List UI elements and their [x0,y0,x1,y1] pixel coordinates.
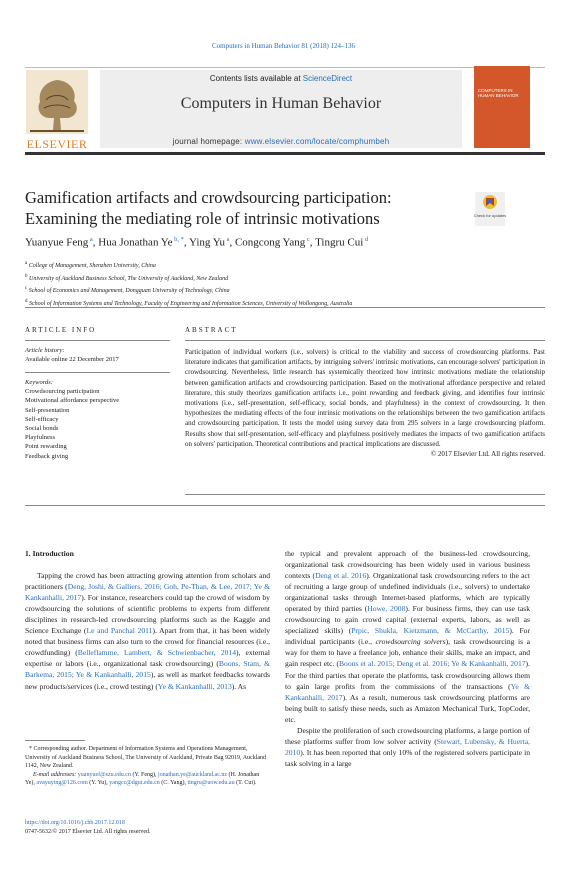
footnote-rule [25,740,85,741]
author-separator: , [229,236,235,249]
author-affil-mark[interactable]: c [305,236,310,243]
keyword-item: Playfulness [25,434,55,442]
paragraph-text: ). For instance, researchers could tap the crowd of wisdom by crowdsourcing the solutions of scientific problems to experts from different disciplines in research-led crowdsourcing platforms such as the Kaggle and Science Exchange ( [25,593,270,636]
citation-link[interactable]: Deng, Joshi, & Galliers, 2016; Goh, Pe-Than, & Lee, 2017; Ye & Kankanhalli, 2017 [25,582,270,603]
keyword-list [25,387,170,461]
elsevier-wordmark: ELSEVIER [26,137,88,151]
email-link[interactable]: tingru@uow.edu.au [187,780,235,787]
keyword-item: Self-presentation [25,406,70,414]
right-column [285,548,530,769]
check-for-updates-icon[interactable] [475,192,505,226]
contents-prefix: Contents lists available at [209,74,303,83]
citation-link[interactable]: Le and Panchal 2011 [86,626,153,636]
emphasis-text: crowdsourcing solvers [375,637,446,647]
header-bottom-rule [25,152,545,155]
paragraph-text: Tapping the crowd has been attracting growing attention from scholars and practitioners ( [25,571,270,592]
journal-reference[interactable]: Computers in Human Behavior 81 (2018) 124–136 [211,42,356,50]
citation-link[interactable]: Ye & Kankanhalli, 2013 [157,681,232,691]
article-history [25,346,170,364]
history-value: Available online 22 December 2017 [25,356,119,363]
author-separator: , [92,236,99,249]
affiliation-mark: a [25,261,28,266]
email-link[interactable]: yangcc@dgut.edu.cn [109,780,160,787]
paragraph-text: ). As a result, numerous task crowdsourcing platforms are being built to satisfy these needs, such as Amazon Mechanical Turk, TopCoder, etc. [285,692,530,724]
intro-heading: 1. Introduction [25,549,74,558]
header-top-rule [25,67,545,68]
paragraph-text: ). It has been reported that only 10% of the registered solvers participate in task solving in a large [285,747,530,768]
paragraph-text: ). For business firms, they can use task crowdsourcing to gain crowd capital (external experts, labors, as well as specialized skills) ( [285,604,530,636]
author-list [25,236,535,249]
email-label: E-mail addresses: [33,771,78,778]
affiliation [25,259,535,272]
left-column [25,548,270,692]
affiliation-mark: d [25,298,28,304]
author-name: Ying Yu [188,236,225,249]
contents-line [100,74,462,83]
sciencedirect-link[interactable]: ScienceDirect [302,74,353,83]
citation-link[interactable]: Howe, 2008 [367,604,406,614]
keyword-item: Motivational affordance perspective [25,397,120,405]
affiliation-text: School of Economics and Management, Dongguan University of Technology, China [27,288,230,294]
history-label: Article history: [25,347,65,354]
journal-name[interactable]: Computers in Human Behavior [180,95,382,112]
citation-link[interactable]: Ye & Kankanhalli, 2017 [285,681,530,702]
email-link[interactable]: avayuying@126.com [36,780,88,787]
author-affil-mark[interactable]: d [363,236,369,243]
keyword-item: Feedback giving [25,452,69,460]
affiliation-text: College of Management, Shenzhen University, China [27,263,156,269]
author-separator: , [183,236,189,249]
intro-paragraph-1 [25,570,270,692]
keywords-label: Keywords: [25,379,53,386]
affiliation-text: School of Information Systems and Technology, Faculty of Engineering and Information Sciences, University of Wollongong, Australia [27,300,353,307]
author-affil-mark[interactable]: b, * [172,236,184,243]
abstract-body [185,347,545,459]
affiliation [25,284,535,297]
citation-link[interactable]: Stewart, Lubensky, & Huerta, 2010 [285,736,530,757]
page-footer [25,819,270,837]
homepage-line [100,137,462,146]
abstract-bottom-rule [185,494,545,495]
email-link[interactable]: yuanyuef@szu.edu.cn [77,771,131,778]
citation-link[interactable]: Belleflamme, Lambert, & Schwienbacher, 2014 [77,648,237,658]
paragraph-text: ). Apart from that, it has been widely noted that business firms can also turn to the crowd for financial resources (i.e., crowdfunding) ( [25,626,270,658]
citation-link[interactable]: Boons et al. 2015; Deng et al. 2016; Ye & Kankanhalli, 2017 [338,659,526,669]
email-owner: (C. Yang), [159,780,188,787]
keyword-item: Self-efficacy [25,415,59,423]
article-info-rule-2 [25,372,170,373]
paragraph-text: ). Organizational task crowdsourcing refers to the act of recruiting a large group of undefined individuals (i.e., solvers) to undertake organizational tasks through Internet-based platforms, which are typically operated by third parties ( [285,571,530,614]
paragraph-text: Despite the proliferation of such crowdsourcing platforms, a large portion of these platforms suffer from low solver activity ( [285,725,530,746]
intro-paragraph-1-cont [285,548,530,725]
copyright-line: © 2017 Elsevier Ltd. All rights reserved. [430,450,545,459]
issn-line: 0747-5632/© 2017 Elsevier Ltd. All rights reserved. [25,829,151,835]
keyword-item: Crowdsourcing participation [25,388,100,396]
author-name: Yuanyue Feng [25,236,89,249]
author-name: Tingru Cui [315,236,364,249]
footnotes [25,745,270,788]
check-for-updates-label: Check for updates [473,213,507,218]
paragraph-text: ). For individual participants (i.e., [285,626,531,647]
paragraph-text: ). For the third parties that operate the platforms, task crowdsourcing allows them to gain large profits from the commissions of the transactions ( [285,659,530,691]
homepage-link[interactable]: www.elsevier.com/locate/comphumbeh [244,137,390,146]
citation-link[interactable]: Deng et al. 2016 [315,571,367,581]
doi-link[interactable]: https://doi.org/10.1016/j.chb.2017.12.018 [25,820,125,826]
affiliation-mark: c [25,286,28,291]
section-rule [25,307,545,308]
author-affil-mark[interactable]: a [88,236,93,243]
email-link[interactable]: jonathan.ye@auckland.ac.nz [158,771,228,778]
intro-paragraph-2 [285,725,530,769]
email-owner: (Y. Feng), [130,771,159,778]
keyword-item: Point rewarding [25,443,67,451]
abstract-text: Participation of individual workers (i.e., solvers) is critical to the viability and success of crowdsourcing platforms. Past literature indicates that gamification artifacts, by intriguing solvers' intrinsic motivations, can encourage solvers' participation in crowdsourcing. Nevertheless, little research has systemically theorized how intrinsic motivations mediate the relationship between gamification artifacts and crowdsourcing participation. Based on the motivational affordance perspective and related literature, this study theorizes gamification artifacts i.e., point rewarding and feedback giving, and identifies four intrinsic motivations (i.e., self-presentation, self-efficacy, social bonds, and playfulness) in the context of crowdsourcing. It then hypothesizes the mediating effects of the four intrinsic motivations on the relationships between the two gamification artifacts and crowdsourcing participation. It tests the model using survey data from 295 solvers in a large crowdsourcing platform. Results show that self-presentation, self-efficacy and playfulness positively mediates the impacts of two gamification artifacts on solvers' participation. Theoretical contributions and practical implications are discussed. [185,348,545,448]
affiliation [25,272,535,285]
abstract-heading: ABSTRACT [185,326,238,334]
affiliation-mark: b [25,273,28,279]
paragraph-text: ), task crowdsourcing is a way for them to have a freelance job, enhance their skills, make an impact, and gain respect etc. ( [285,637,530,669]
paragraph-text: ). As [231,681,247,691]
affiliation-list [25,259,535,309]
paragraph-text: the typical and prevalent approach of the business-led crowdsourcing, organizational task crowdsourcing has been widely used in various business contexts ( [285,549,530,581]
paragraph-text: ), external expertise or labors (i.e., organizational task crowdsourcing) ( [25,648,271,669]
homepage-prefix: journal homepage: [172,137,245,146]
author-separator: , [309,236,316,249]
article-info-heading: ARTICLE INFO [25,326,97,334]
paragraph-text: ), as well as market feedbacks towards new products/services (i.e., crowd testing) ( [25,670,270,691]
author-name: Congcong Yang [234,236,306,249]
affiliation-text: University of Auckland Business School, The University of Auckland, New Zealand [27,275,229,282]
citation-link[interactable]: Boons, Stam, & Barkema, 2015; Ye & Kankanhalli, 2015 [25,659,270,680]
author-name: Hua Jonathan Ye [98,236,173,249]
corresponding-author-note: * Corresponding author. Department of Information Systems and Operations Management, University of Auckland Business School, The University of Auckland, Private Bag 92019, Auckland 1142, New Zealand. [25,746,267,770]
citation-link[interactable]: Prpic, Shukla, Kietzmann, & McCarthy, 2015 [351,626,510,636]
email-owner: (H. Jonathan Ye), [25,771,260,787]
email-owner: (T. Cui). [234,780,257,787]
cover-title: COMPUTERS IN HUMAN BEHAVIOR [478,88,519,98]
author-affil-mark[interactable]: a [224,236,230,243]
body-rule [25,505,545,506]
article-info-rule [25,340,170,341]
keyword-item: Social bonds [25,425,59,433]
email-owner: (Y. Yu), [87,780,110,787]
keywords-block [25,378,170,461]
email-addresses [25,771,270,788]
journal-cover-image[interactable] [474,66,530,148]
paper-title: Gamification artifacts and crowdsourcing participation: Examining the mediating role of intrinsic motivations [25,188,392,228]
abstract-rule [185,340,545,341]
